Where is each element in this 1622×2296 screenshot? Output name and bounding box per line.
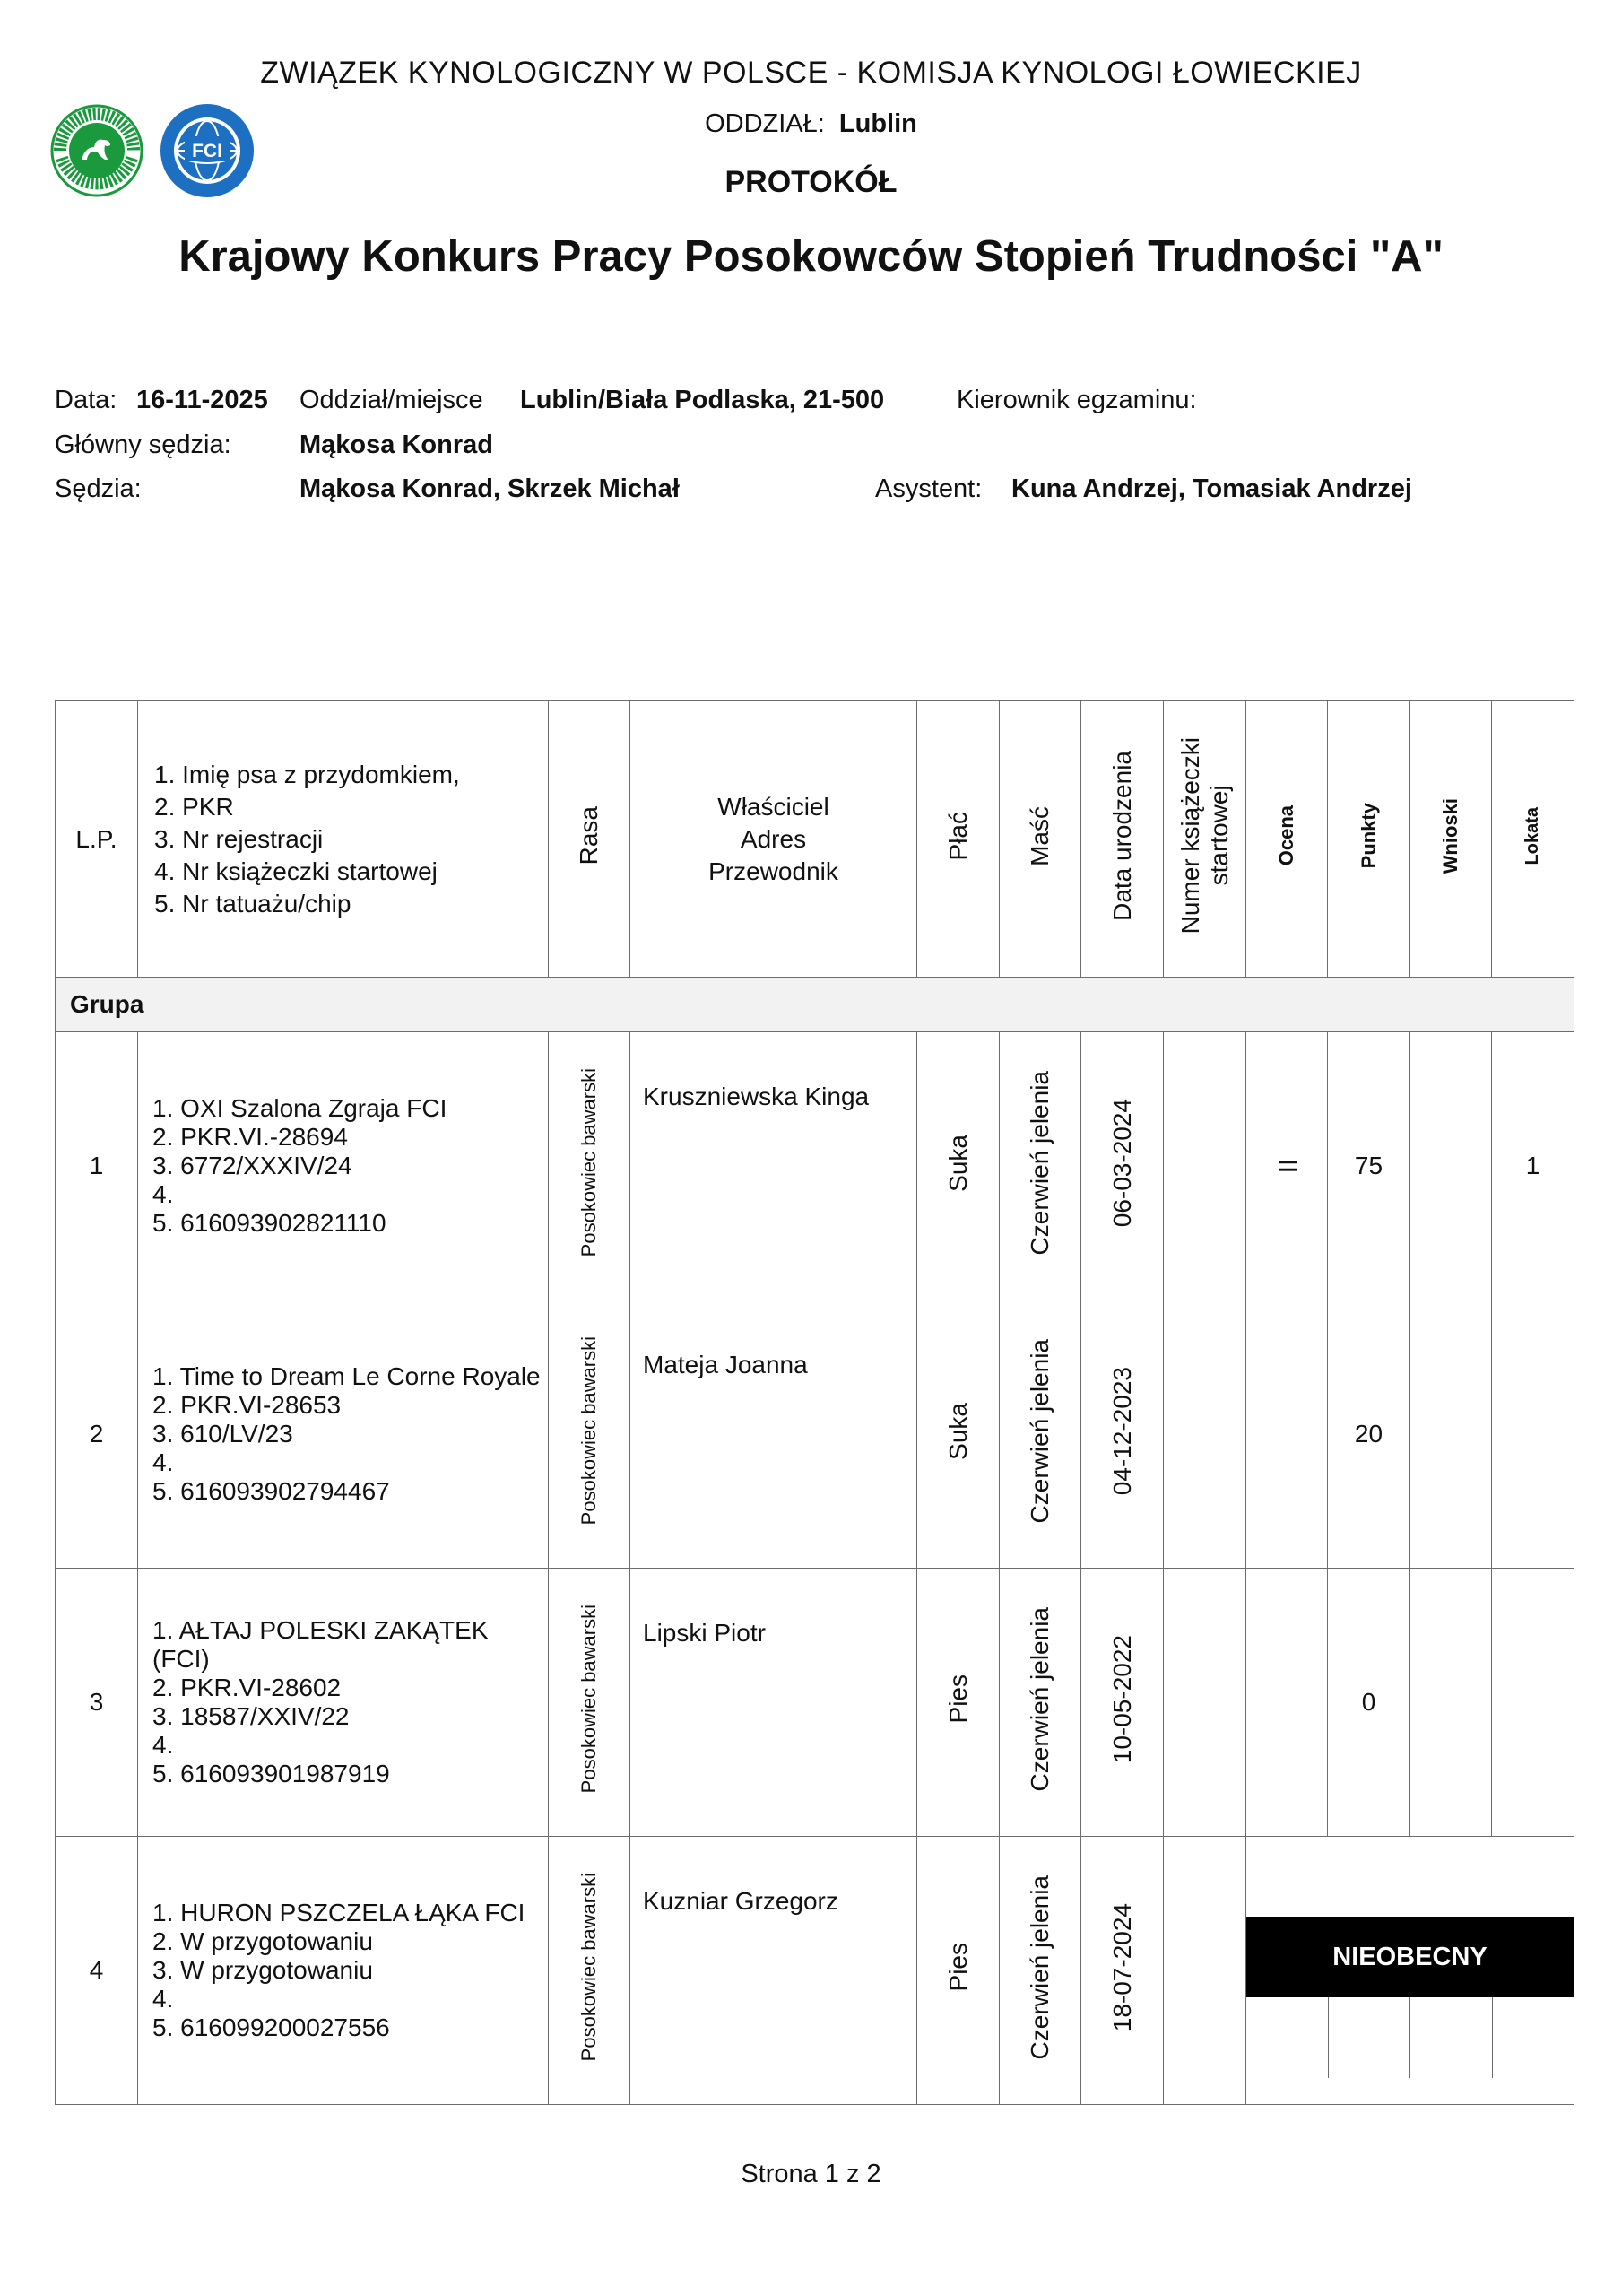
- header-dog-info-line: 1. Imię psa z przydomkiem,: [154, 760, 460, 788]
- manager-label: Kierownik egzaminu:: [957, 386, 1197, 414]
- row-color: [1000, 1300, 1081, 1569]
- color-label: Czerwień jelenia: [1026, 1874, 1054, 2060]
- color-label: Czerwień jelenia: [1026, 1606, 1054, 1792]
- header-dog-info: [138, 701, 549, 978]
- dog-info-line: 3. 18587/XXIV/22: [152, 1702, 350, 1730]
- row-lp: 3: [56, 1569, 138, 1837]
- header-birth-date-label: Data urodzenia: [1107, 751, 1136, 921]
- assistant-label: Asystent:: [875, 474, 983, 503]
- sex-label: Suka: [943, 1134, 972, 1192]
- page-number: Strona 1 z 2: [741, 2160, 881, 2188]
- sex-label: Suka: [943, 1402, 972, 1460]
- row-lp: 2: [56, 1300, 138, 1569]
- header-color-label: Maść: [1026, 805, 1054, 866]
- dog-info-line: 2. PKR.VI-28602: [152, 1674, 342, 1701]
- table-row: [56, 1837, 1574, 2105]
- row-points: 0: [1328, 1569, 1410, 1837]
- header-booklet-line: Numer książeczki: [1175, 737, 1204, 935]
- row-birth-date: [1081, 1569, 1164, 1837]
- row-booklet: [1164, 1300, 1246, 1569]
- breed-label: Posokowiec bawarski: [577, 1068, 600, 1257]
- row-color: [1000, 1837, 1081, 2105]
- dog-info-line: 5. 616093902794467: [152, 1477, 390, 1505]
- row-sex: [917, 1837, 1000, 2105]
- row-booklet: [1164, 1569, 1246, 1837]
- header-birth-date: [1081, 701, 1164, 978]
- date-label: Data:: [55, 386, 117, 414]
- table-row: [56, 1569, 1574, 1837]
- dog-info-line: 3. W przygotowaniu: [152, 1956, 373, 1984]
- table-row: [56, 1300, 1574, 1569]
- header-lp: L.P.: [56, 701, 138, 978]
- row-place: [1492, 1569, 1574, 1837]
- breed-label: Posokowiec bawarski: [577, 1605, 600, 1794]
- contest-title: Krajowy Konkurs Pracy Posokowców Stopień Trudności "A": [178, 232, 1444, 281]
- row-dog-info: [138, 1837, 549, 2105]
- row-breed: [549, 1300, 630, 1569]
- row-booklet: [1164, 1837, 1246, 2105]
- breed-label: Posokowiec bawarski: [577, 1873, 600, 2062]
- header-dog-info-line: 5. Nr tatuażu/chip: [154, 889, 351, 918]
- dog-info-line: 5. 616093902821110: [152, 1209, 386, 1237]
- date-value: 16-11-2025: [136, 386, 268, 414]
- row-points: 75: [1328, 1032, 1410, 1300]
- results-table: [55, 700, 1574, 2105]
- row-remarks: [1410, 1569, 1492, 1837]
- header-sex-label: Płać: [943, 811, 972, 861]
- chief-judge-label: Główny sędzia:: [55, 430, 231, 459]
- header-grade-label: Ocena: [1275, 805, 1297, 866]
- header-dog-info-line: 4. Nr książeczki startowej: [154, 857, 438, 885]
- row-grade: [1246, 1300, 1328, 1569]
- row-lp: 4: [56, 1837, 138, 2105]
- row-breed: [549, 1569, 630, 1837]
- dog-info-line: 2. PKR.VI-28653: [152, 1391, 342, 1419]
- sex-label: Pies: [943, 1943, 972, 1992]
- row-birth-date: [1081, 1300, 1164, 1569]
- branch-line: [0, 109, 1622, 139]
- judge-label: Sędzia:: [55, 474, 142, 503]
- judge-value: Mąkosa Konrad, Skrzek Michał: [299, 474, 680, 503]
- group-label: Grupa: [56, 978, 1574, 1032]
- header-place-label: Lokata: [1522, 806, 1542, 865]
- row-birth-date: [1081, 1837, 1164, 2105]
- grade-value: II: [1271, 1158, 1302, 1174]
- row-breed: [549, 1032, 630, 1300]
- assistant-value: Kuna Andrzej, Tomasiak Andrzej: [1011, 474, 1412, 503]
- document-type: PROTOKÓŁ: [724, 165, 898, 199]
- table-row: [56, 1032, 1574, 1300]
- organization-title: ZWIĄZEK KYNOLOGICZNY W POLSCE - KOMISJA KYNOLOGI ŁOWIECKIEJ: [260, 56, 1362, 90]
- row-owner: Kuzniar Grzegorz: [630, 1837, 917, 2105]
- row-dog-info: [138, 1300, 549, 1569]
- header-dog-info-line: 2. PKR: [154, 792, 234, 821]
- birth-date-label: 06-03-2024: [1107, 1098, 1136, 1228]
- header-points-label: Punkty: [1357, 803, 1380, 869]
- row-place: [1492, 1300, 1574, 1569]
- table-header-row: [56, 701, 1574, 978]
- row-remarks: [1410, 1300, 1492, 1569]
- header-owner-line: Adres: [740, 824, 807, 853]
- birth-date-label: 10-05-2022: [1107, 1634, 1136, 1764]
- header-owner-line: Właściciel: [717, 792, 829, 821]
- sex-label: Pies: [943, 1674, 972, 1724]
- row-grade: [1246, 1569, 1328, 1837]
- dog-info-line: 1. AŁTAJ POLESKI ZAKĄTEK (FCI): [152, 1616, 489, 1673]
- birth-date-label: 04-12-2023: [1107, 1366, 1136, 1496]
- header-breed: [549, 701, 630, 978]
- color-label: Czerwień jelenia: [1026, 1070, 1054, 1256]
- svg-text:FCI: FCI: [192, 141, 222, 161]
- row-sex: [917, 1300, 1000, 1569]
- row-booklet: [1164, 1032, 1246, 1300]
- birth-date-label: 18-07-2024: [1107, 1902, 1136, 2032]
- row-sex: [917, 1569, 1000, 1837]
- header-dog-info-line: 3. Nr rejestracji: [154, 824, 324, 853]
- row-owner: Mateja Joanna: [630, 1300, 917, 1569]
- row-dog-info: [138, 1032, 549, 1300]
- row-color: [1000, 1569, 1081, 1837]
- row-remarks: [1410, 1032, 1492, 1300]
- dog-info-line: 5. 616093901987919: [152, 1760, 390, 1787]
- header-remarks-label: Wnioski: [1439, 797, 1462, 874]
- dog-info-line: 1. HURON PSZCZELA ŁĄKA FCI: [152, 1899, 525, 1926]
- dog-info-line: 3. 610/LV/23: [152, 1420, 293, 1448]
- header-place: [1492, 701, 1574, 978]
- header-color: [1000, 701, 1081, 978]
- dog-info-line: 1. Time to Dream Le Corne Royale: [152, 1362, 541, 1390]
- header-owner-line: Przewodnik: [708, 857, 838, 885]
- place-value: Lublin/Biała Podlaska, 21-500: [520, 386, 885, 414]
- header-owner: [630, 701, 917, 978]
- dog-info-line: 2. W przygotowaniu: [152, 1927, 373, 1955]
- row-absent-cell: [1246, 1837, 1574, 2105]
- row-birth-date: [1081, 1032, 1164, 1300]
- row-lp: 1: [56, 1032, 138, 1300]
- dog-info-line: 4.: [152, 1448, 174, 1476]
- row-breed: [549, 1837, 630, 2105]
- branch-label: ODDZIAŁ:: [705, 109, 825, 138]
- chief-judge-value: Mąkosa Konrad: [299, 430, 493, 459]
- row-grade: [1246, 1032, 1328, 1300]
- header-booklet-number-label: [1176, 737, 1234, 934]
- color-label: Czerwień jelenia: [1026, 1338, 1054, 1524]
- header-sex: [917, 701, 1000, 978]
- dog-info-line: 3. 6772/XXXIV/24: [152, 1152, 352, 1179]
- absent-spacer-bottom: [1246, 1997, 1574, 2078]
- group-row: [56, 978, 1574, 1032]
- row-sex: [917, 1032, 1000, 1300]
- row-color: [1000, 1032, 1081, 1300]
- dog-info-line: 4.: [152, 1731, 174, 1759]
- dog-info-line: 4.: [152, 1180, 174, 1208]
- dog-info-line: 5. 616099200027556: [152, 2013, 390, 2041]
- absent-spacer-top: [1246, 1863, 1574, 1917]
- row-points: 20: [1328, 1300, 1410, 1569]
- row-place: 1: [1492, 1032, 1574, 1300]
- header-remarks: [1410, 701, 1492, 978]
- place-label: Oddział/miejsce: [299, 386, 483, 414]
- dog-info-line: 1. OXI Szalona Zgraja FCI: [152, 1094, 447, 1122]
- row-owner: Kruszniewska Kinga: [630, 1032, 917, 1300]
- row-owner: Lipski Piotr: [630, 1569, 917, 1837]
- header-breed-label: Rasa: [575, 806, 603, 865]
- header-booklet-line: startowej: [1204, 785, 1233, 887]
- absent-badge: NIEOBECNY: [1246, 1917, 1574, 1997]
- dog-info-line: 4.: [152, 1985, 174, 2013]
- header-points: [1328, 701, 1410, 978]
- branch-value: Lublin: [838, 109, 917, 138]
- header-booklet-number: [1164, 701, 1246, 978]
- row-dog-info: [138, 1569, 549, 1837]
- breed-label: Posokowiec bawarski: [577, 1336, 600, 1526]
- header-grade: [1246, 701, 1328, 978]
- dog-info-line: 2. PKR.VI.-28694: [152, 1123, 348, 1151]
